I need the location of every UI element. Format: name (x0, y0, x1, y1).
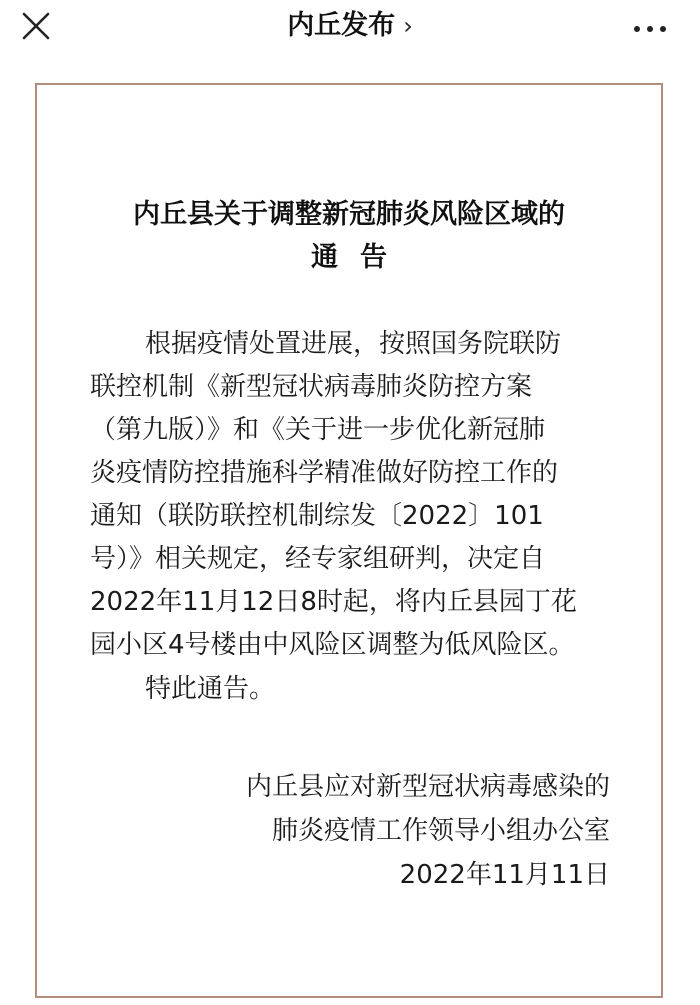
account-name: 内丘发布 (287, 10, 396, 41)
notice-title: 内丘县关于调整新冠肺炎风险区域的 (133, 199, 565, 230)
body-line: 联控机制《新型冠状病毒肺炎防控方案 (90, 372, 533, 402)
signature-org-line1: 内丘县应对新型冠状病毒感染的 (245, 772, 610, 802)
top-bar (0, 0, 700, 52)
notice-signature (246, 765, 610, 897)
chevron-right-icon: › (403, 12, 413, 40)
more-button[interactable] (634, 18, 674, 34)
body-line: 根据疫情处置进展，按照国务院联防 (145, 329, 562, 359)
more-dot-icon (634, 26, 640, 32)
notice-body (90, 323, 620, 667)
body-line: （第九版）》和《关于进一步优化新冠肺 (90, 415, 546, 445)
signature-org-line2: 肺炎疫情工作领导小组办公室 (271, 816, 610, 846)
body-line: 园小区4号楼由中风险区调整为低风险区。 (90, 630, 575, 660)
more-dot-icon (647, 26, 653, 32)
body-line: 炎疫情防控措施科学精准做好防控工作的 (90, 458, 559, 488)
notice-closing: 特此通告。 (145, 674, 276, 704)
notice-frame (35, 83, 663, 998)
signature-date: 2022年11月11日 (399, 860, 610, 890)
body-line: 2022年11月12日8时起，将内丘县园丁花 (90, 587, 577, 617)
body-line: 号）》相关规定，经专家组研判，决定自 (90, 544, 546, 574)
notice-subtitle: 通告 (311, 242, 409, 273)
account-title[interactable] (0, 8, 700, 44)
body-line: 通知（联防联控机制综发〔2022〕101 (90, 501, 544, 531)
more-dot-icon (660, 26, 666, 32)
